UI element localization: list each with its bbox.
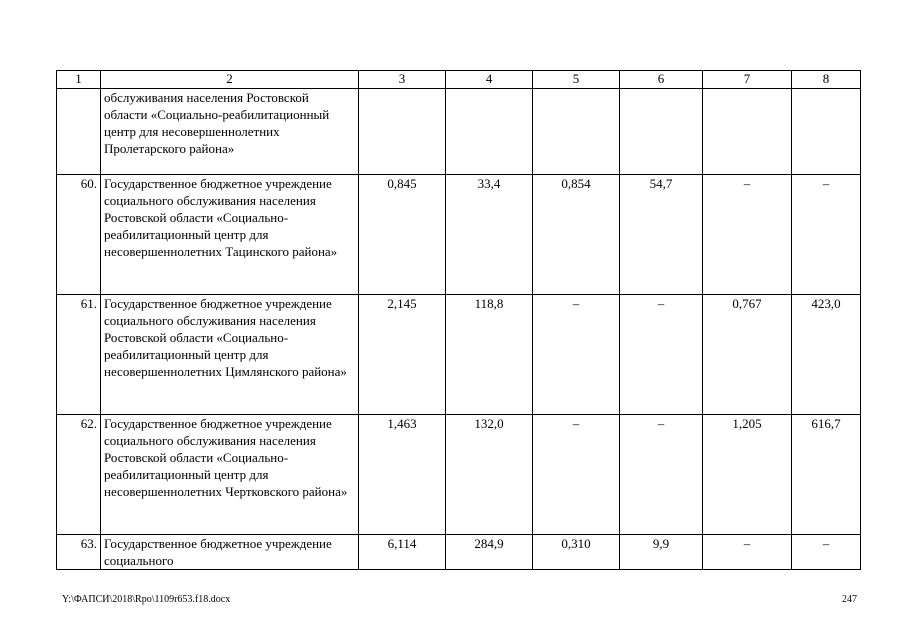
header-cell-2: 2 xyxy=(101,71,359,89)
cell-col7 xyxy=(703,89,792,175)
cell-col3 xyxy=(359,89,446,175)
cell-col4: 284,9 xyxy=(446,535,533,570)
header-cell-7: 7 xyxy=(703,71,792,89)
cell-col8: 423,0 xyxy=(792,295,861,415)
header-row xyxy=(57,71,861,89)
cell-col8: – xyxy=(792,535,861,570)
cell-col5: 0,310 xyxy=(533,535,620,570)
cell-col4 xyxy=(446,89,533,175)
institution-name: Государственное бюджетное учреждение социального обслуживания населения Ростовской области «Социально-реабилитационный центр для несовершеннолетних Цимлянского района» xyxy=(101,295,359,415)
row-number: 60. xyxy=(57,175,101,295)
cell-col7: – xyxy=(703,535,792,570)
cell-col3: 2,145 xyxy=(359,295,446,415)
cell-col8 xyxy=(792,89,861,175)
institution-name: Государственное бюджетное учреждение социального обслуживания населения Ростовской области «Социально-реабилитационный центр для несовершеннолетних Тацинского района» xyxy=(101,175,359,295)
institution-name: Государственное бюджетное учреждение социального xyxy=(101,535,359,570)
table-row xyxy=(57,89,861,175)
cell-col6 xyxy=(620,89,703,175)
cell-col6: 54,7 xyxy=(620,175,703,295)
header-cell-3: 3 xyxy=(359,71,446,89)
cell-col4: 118,8 xyxy=(446,295,533,415)
table-row xyxy=(57,175,861,295)
header-cell-1: 1 xyxy=(57,71,101,89)
cell-col3: 6,114 xyxy=(359,535,446,570)
cell-col6: – xyxy=(620,295,703,415)
header-cell-6: 6 xyxy=(620,71,703,89)
cell-col4: 33,4 xyxy=(446,175,533,295)
row-number: 62. xyxy=(57,415,101,535)
data-table xyxy=(56,70,861,570)
cell-col7: 1,205 xyxy=(703,415,792,535)
row-number xyxy=(57,89,101,175)
table-row xyxy=(57,415,861,535)
institution-name: Государственное бюджетное учреждение социального обслуживания населения Ростовской области «Социально-реабилитационный центр для несовершеннолетних Чертковского района» xyxy=(101,415,359,535)
header-cell-5: 5 xyxy=(533,71,620,89)
cell-col6: 9,9 xyxy=(620,535,703,570)
page-number: 247 xyxy=(842,594,857,605)
cell-col6: – xyxy=(620,415,703,535)
header-cell-8: 8 xyxy=(792,71,861,89)
cell-col7: 0,767 xyxy=(703,295,792,415)
cell-col5: – xyxy=(533,295,620,415)
table-row xyxy=(57,535,861,570)
table-row xyxy=(57,295,861,415)
cell-col5: – xyxy=(533,415,620,535)
cell-col7: – xyxy=(703,175,792,295)
cell-col3: 0,845 xyxy=(359,175,446,295)
cell-col8: – xyxy=(792,175,861,295)
row-number: 61. xyxy=(57,295,101,415)
cell-col4: 132,0 xyxy=(446,415,533,535)
cell-col3: 1,463 xyxy=(359,415,446,535)
institution-name: обслуживания населения Ростовской области «Социально-реабилитационный центр для несовершеннолетних Пролетарского района» xyxy=(101,89,359,175)
row-number: 63. xyxy=(57,535,101,570)
cell-col5 xyxy=(533,89,620,175)
cell-col8: 616,7 xyxy=(792,415,861,535)
cell-col5: 0,854 xyxy=(533,175,620,295)
file-path-footer: Y:\ФАПСИ\2018\Rpo\1109r653.f18.docx xyxy=(62,594,231,605)
header-cell-4: 4 xyxy=(446,71,533,89)
